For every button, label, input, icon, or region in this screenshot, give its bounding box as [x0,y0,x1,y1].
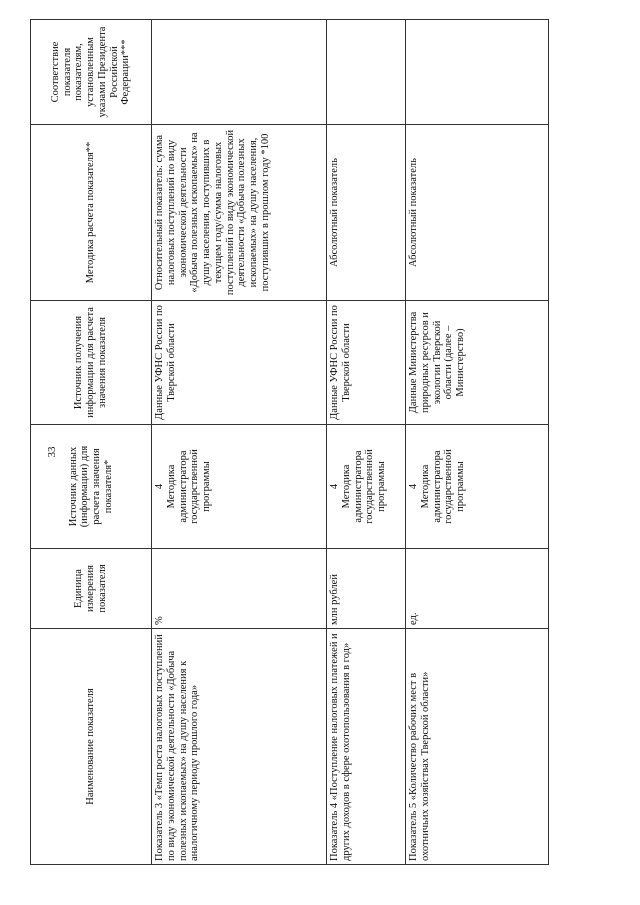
cell-method: Абсолютный показатель [406,125,549,301]
cell-indicator-name: Показатель 4 «Поступление налоговых платежей и других доходов в сфере охотопользования в год» [327,629,406,865]
source-text: Методика администратора государственной программы [165,449,212,524]
header-indicator-name: Наименование показателя [31,629,152,865]
header-compliance: Соответствие показателя показателям, установленным указами Президента Российской Федерации*** [31,20,152,125]
rotated-table-container [30,20,580,865]
source-code: 4 [329,483,340,490]
indicators-table [30,19,549,865]
cell-method: Относительный показатель: сумма налоговых поступлений по виду экономической деятельности «Добыча полезных ископаемых» на душу населения, поступивших в текущем году/сумма налоговых поступлений по виду экономической деятельности «Добыча полезных ископаемых» на душу населения, поступивших в прошлом году *100 [152,125,327,301]
cell-unit: ед. [406,549,549,629]
cell-data-source [327,425,406,549]
source-code: 4 [408,483,419,490]
cell-data-source [406,425,549,549]
table-row [406,20,549,865]
page-number: 33 [46,446,58,458]
cell-info-source: Данные УФНС России по Тверской области [327,301,406,425]
cell-indicator-name: Показатель 5 «Количество рабочих мест в охотничьих хозяйствах Тверской области» [406,629,549,865]
cell-indicator-name: Показатель 3 «Темп роста налоговых поступлений по виду экономической деятельности «Добыча полезных ископаемых» на душу населения к аналогичному периоду прошлого года» [152,629,327,865]
cell-unit: млн рублей [327,549,406,629]
header-unit: Единица измерения показателя [31,549,152,629]
header-method: Методика расчета показателя** [31,125,152,301]
cell-method: Абсолютный показатель [327,125,406,301]
table-header-row [31,20,152,865]
cell-compliance [327,20,406,125]
header-data-source: Источник данных (информации) для расчета значения показателя* [31,425,152,549]
cell-data-source [152,425,327,549]
header-info-source: Источник получения информации для расчета значения показателя [31,301,152,425]
table-row [327,20,406,865]
cell-compliance [152,20,327,125]
source-text: Методика администратора государственной программы [419,449,466,524]
table-row [152,20,327,865]
cell-unit: % [152,549,327,629]
cell-info-source: Данные Министерства природных ресурсов и экологии Тверской области (далее – Министерство) [406,301,549,425]
source-code: 4 [154,483,165,490]
cell-info-source: Данные УФНС России по Тверской области [152,301,327,425]
cell-compliance [406,20,549,125]
source-text: Методика администратора государственной программы [340,449,387,524]
